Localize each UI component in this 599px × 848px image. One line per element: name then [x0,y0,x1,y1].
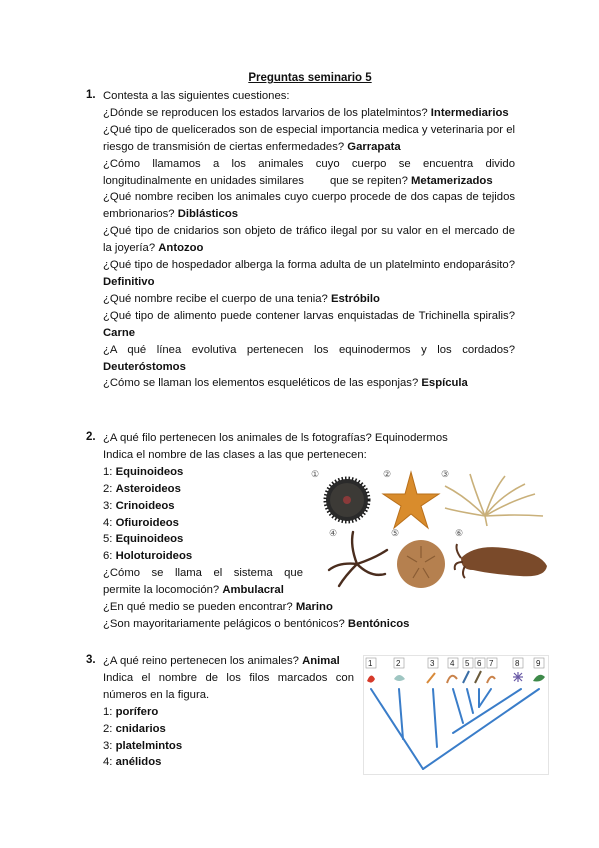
answer-1-6: Definitivo [103,275,155,288]
question-3-2b: números en la figura. [103,688,210,701]
answer-1-3: Metamerizados [411,174,493,187]
tree-label-8: 8 [515,659,520,668]
class-item-2: 2: Asteroideos [103,482,181,495]
tree-label-6: 6 [477,659,482,668]
sea-cucumber-image [455,544,547,578]
section-2-number: 2. [86,431,96,443]
phylum-item-4: 4: anélidos [103,756,162,769]
phylum-item-1: 1: porífero [103,705,159,718]
answer-2-5: Bentónicos [347,617,410,630]
answer-1-1: Intermediarios [430,106,509,119]
tree-label-9: 9 [536,659,541,668]
question-1-9: ¿A qué línea evolutiva pertenecen los equinodermos y los cordados? Deuteróstomos [103,343,515,373]
question-2-1: ¿A qué filo pertenecen los animales de ls fotografías? Equinodermos [103,432,448,444]
question-1-2: ¿Qué tipo de quelicerados son de especial importancia medica y veterinaria por el riesgo de transmisión de ciertas enfermedades? Garrapata [103,123,515,153]
class-item-3: 3: Crinoideos [103,499,175,512]
photo-label-5: ⑤ [391,528,400,538]
phylum-item-2: 2: cnidarios [103,722,166,735]
answer-1-7: Estróbilo [330,292,380,305]
phylogenetic-tree-figure [363,655,549,775]
tree-label-3: 3 [430,659,435,668]
answer-1-9: Deuteróstomos [103,360,186,373]
answer-1-8: Carne [103,326,136,339]
sea-urchin-image [325,478,369,522]
section-3-number: 3. [86,654,96,666]
question-1-8: ¿Qué tipo de alimento puede contener larvas enquistadas de Trichinella spiralis? Carne [103,309,515,339]
answer-2-4: Marino [295,601,333,614]
section-1-intro: Contesta a las siguientes cuestiones: [103,90,290,102]
question-1-1: ¿Dónde se reproducen los estados larvarios de los platelmintos? Intermediarios [103,106,509,119]
class-item-4: 4: Ofiuroideos [103,516,179,529]
question-1-7: ¿Qué nombre recibe el cuerpo de una tenia? Estróbilo [103,292,380,305]
photo-label-4: ④ [329,528,338,538]
question-2-3b: permite la locomoción? Ambulacral [103,584,284,597]
crinoid-image [445,474,543,526]
answer-2-3: Ambulacral [222,584,284,597]
question-1-3: ¿Cómo llamamos a los animales cuyo cuerpo se encuentra divido longitudinalmente en unidades similares que se repiten? Metamerizados [103,157,515,187]
photo-label-6: ⑥ [455,528,464,538]
tree-label-2: 2 [396,659,401,668]
question-1-5: ¿Qué tipo de cnidarios son objeto de tráfico ilegal por su valor en el mercado de la joyería? Antozoo [103,225,515,255]
brittle-star-image [329,532,387,586]
tree-label-1: 1 [368,659,373,668]
section-1-number: 1. [86,89,96,101]
sand-dollar-image [397,540,445,588]
phylum-item-3: 3: platelmintos [103,739,183,752]
question-1-10: ¿Cómo se llaman los elementos esqueléticos de las esponjas? Espícula [103,377,468,390]
tree-label-4: 4 [450,659,455,668]
section-3 [103,653,363,771]
question-1-6: ¿Qué tipo de hospedador alberga la forma adulta de un platelminto endoparásito? Definitivo [103,259,515,288]
question-1-4: ¿Qué nombre reciben los animales cuyo cuerpo procede de dos capas de tejidos embrionarios? Diblásticos [103,191,515,221]
photo-label-2: ② [383,469,392,479]
question-3-1: ¿A qué reino pertenecen los animales? Animal [103,655,340,667]
tree-label-7: 7 [489,659,494,668]
answer-1-10: Espícula [421,377,468,390]
class-item-1: 1: Equinoideos [103,465,184,478]
class-item-6: 6: Holoturoideos [103,550,193,563]
echinoderm-photos [305,466,550,591]
page-title: Preguntas seminario 5 [248,72,372,84]
question-2-3a: ¿Cómo se llama el sistema que [103,567,303,580]
question-2-4: ¿En qué medio se pueden encontrar? Marino [103,601,333,614]
photo-label-1: ① [311,469,320,479]
starfish-image [383,472,439,528]
question-3-2a: Indica el nombre de los filos marcados con [103,671,354,684]
question-2-2: Indica el nombre de las clases a las que pertenecen: [103,448,367,461]
answer-1-5: Antozoo [158,242,204,255]
section-1 [103,88,515,392]
photo-label-3: ③ [441,469,450,479]
question-2-5: ¿Son mayoritariamente pelágicos o bentónicos? Bentónicos [103,617,410,630]
tree-label-5: 5 [465,659,470,668]
answer-1-4: Diblásticos [177,208,239,221]
class-item-5: 5: Equinoideos [103,533,184,546]
answer-1-2: Garrapata [347,140,401,153]
answer-3-1: Animal [302,655,340,667]
